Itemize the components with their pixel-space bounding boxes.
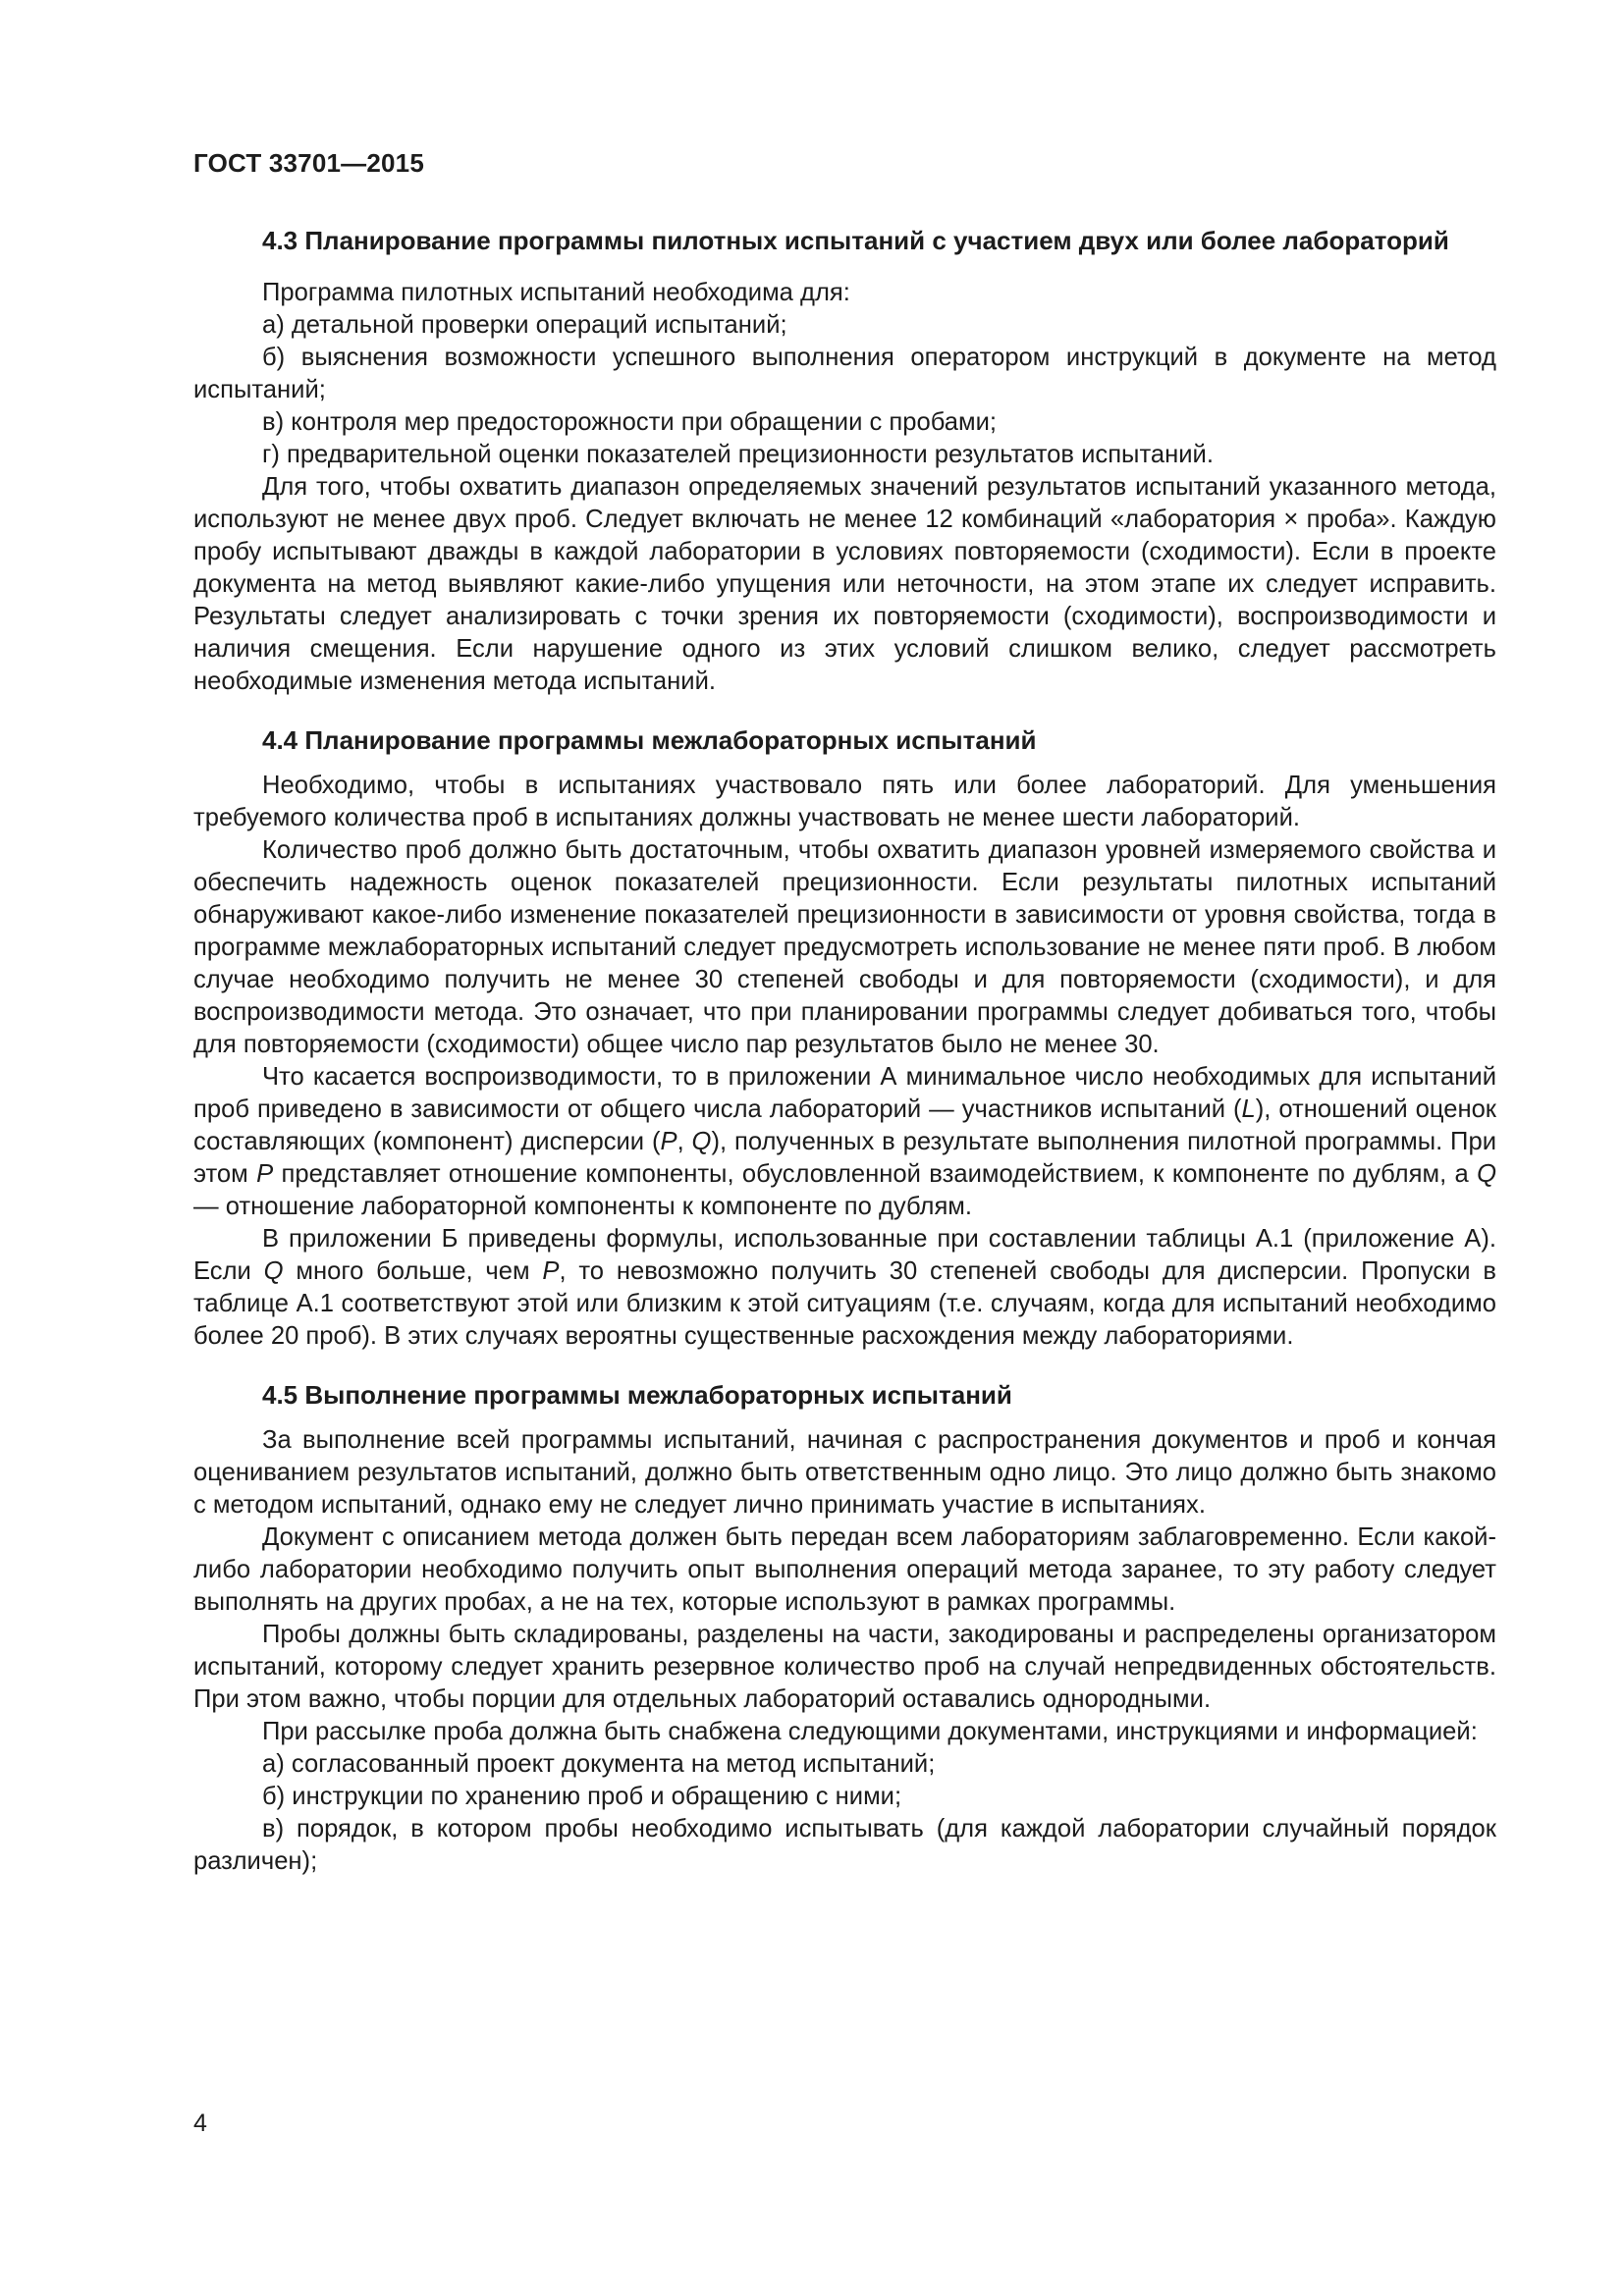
list-item: в) контроля мер предосторожности при обращении с пробами; bbox=[262, 408, 998, 436]
variable-P: P bbox=[660, 1128, 677, 1155]
paragraph bbox=[193, 1223, 1496, 1353]
variable-Q: Q bbox=[691, 1128, 712, 1155]
text-run: , bbox=[677, 1128, 692, 1155]
paragraph: Необходимо, чтобы в испытаниях участвовало пять или более лабораторий. Для уменьшения требуемого количества проб в испытаниях должны участвовать не менее шести лабораторий. bbox=[193, 772, 1496, 831]
paragraph: Документ с описанием метода должен быть передан всем лабораториям заблаговременно. Если какой-либо лаборатории необходимо получить опыт выполнения операций метода заранее, то эту работу следует выполнять на других пробах, а не на тех, которые используют в рамках программы. bbox=[193, 1523, 1496, 1616]
list-item: б) инструкции по хранению проб и обращению с ними; bbox=[262, 1783, 902, 1810]
variable-L: L bbox=[1241, 1095, 1256, 1123]
text-run: , то невозможно получить 30 степеней свободы для дисперсии. Пропуски в таблице А.1 соответствуют этой или близким к этой ситуациям (т.е. случаям, когда для испытаний необходимо более 20 проб). В этих случаях вероятны существенные расхождения между лабораториями. bbox=[193, 1257, 1496, 1350]
document-header: ГОСТ 33701—2015 bbox=[193, 148, 424, 178]
list-item: а) детальной проверки операций испытаний; bbox=[262, 311, 787, 339]
paragraph bbox=[193, 1061, 1496, 1223]
section-4-5-title: 4.5 Выполнение программы межлабораторных испытаний bbox=[262, 1380, 1012, 1410]
text-run: ), отношений оценок составляющих (компонент) дисперсии ( bbox=[193, 1095, 1497, 1155]
variable-Q: Q bbox=[1477, 1160, 1496, 1188]
section-4-4 bbox=[193, 724, 1496, 1353]
paragraph: За выполнение всей программы испытаний, начиная с распространения документов и проб и кончая оцениванием результатов испытаний, должно быть ответственным одно лицо. Это лицо должно быть знакомо с методом испытаний, однако ему не следует лично принимать участие в испытаниях. bbox=[193, 1426, 1496, 1519]
list-item: г) предварительной оценки показателей прецизионности результатов испытаний. bbox=[262, 441, 1214, 468]
list-item: в) порядок, в котором пробы необходимо испытывать (для каждой лаборатории случайный порядок различен); bbox=[193, 1815, 1496, 1875]
paragraph: Пробы должны быть складированы, разделены на части, закодированы и распределены организатором испытаний, которому следует хранить резервное количество проб на случай непредвиденных обстоятельств. При этом важно, чтобы порции для отдельных лабораторий оставались однородными. bbox=[193, 1621, 1496, 1713]
variable-Q: Q bbox=[263, 1257, 284, 1285]
section-4-3 bbox=[193, 225, 1496, 698]
text-run: В приложении Б приведены формулы, использованные при составлении таблицы А.1 (приложение А). Если bbox=[193, 1225, 1496, 1285]
text-run: ), полученных в результате выполнения пилотной программы. При этом bbox=[193, 1128, 1496, 1188]
variable-P: P bbox=[542, 1257, 560, 1285]
paragraph: Для того, чтобы охватить диапазон определяемых значений результатов испытаний указанного метода, используют не менее двух проб. Следует включать не менее 12 комбинаций «лаборатория × проба». Каждую пробу испытывают дважды в каждой лаборатории в условиях повторяемости (сходимости). Если в проекте документа на метод выявляют какие-либо упущения или неточности, на этом этапе их следует исправить. Результаты следует анализировать с точки зрения их повторяемости (сходимости), воспроизводимости и наличия смещения. Если нарушение одного из этих условий слишком велико, следует рассмотреть необходимые изменения метода испытаний. bbox=[193, 473, 1496, 695]
text-run: — отношение лабораторной компоненты к компоненте по дублям. bbox=[193, 1193, 973, 1220]
paragraph: При рассылке проба должна быть снабжена следующими документами, инструкциями и информацией: bbox=[262, 1718, 1478, 1745]
section-4-5 bbox=[193, 1379, 1496, 1878]
paragraph: Программа пилотных испытаний необходима для: bbox=[262, 279, 850, 306]
text-run: Что касается воспроизводимости, то в приложении А минимальное число необходимых для испытаний проб приведено в зависимости от общего числа лабораторий — участников испытаний ( bbox=[193, 1063, 1496, 1123]
paragraph: Количество проб должно быть достаточным, чтобы охватить диапазон уровней измеряемого свойства и обеспечить надежность оценок показателей прецизионности. Если результаты пилотных испытаний обнаруживают какое-либо изменение показателей прецизионности в зависимости от уровня свойства, тогда в программе межлабораторных испытаний следует предусмотреть использование не менее пяти проб. В любом случае необходимо получить не менее 30 степеней свободы и для повторяемости (сходимости), и для воспроизводимости метода. Это означает, что при планировании программы следует добиваться того, чтобы для повторяемости (сходимости) общее число пар результатов было не менее 30. bbox=[193, 836, 1496, 1058]
text-run: представляет отношение компоненты, обусловленной взаимодействием, к компоненте по дублям, а bbox=[273, 1160, 1478, 1188]
page-number: 4 bbox=[193, 2109, 207, 2137]
text-run: много больше, чем bbox=[283, 1257, 543, 1285]
document-body bbox=[193, 225, 1496, 1878]
section-4-4-title: 4.4 Планирование программы межлабораторных испытаний bbox=[262, 725, 1037, 755]
list-item: б) выяснения возможности успешного выполнения оператором инструкций в документе на метод испытаний; bbox=[193, 344, 1496, 403]
variable-P: P bbox=[256, 1160, 274, 1188]
list-item: а) согласованный проект документа на метод испытаний; bbox=[262, 1750, 936, 1778]
section-4-3-title: 4.3 Планирование программы пилотных испытаний с участием двух или более лабораторий bbox=[262, 226, 1449, 255]
